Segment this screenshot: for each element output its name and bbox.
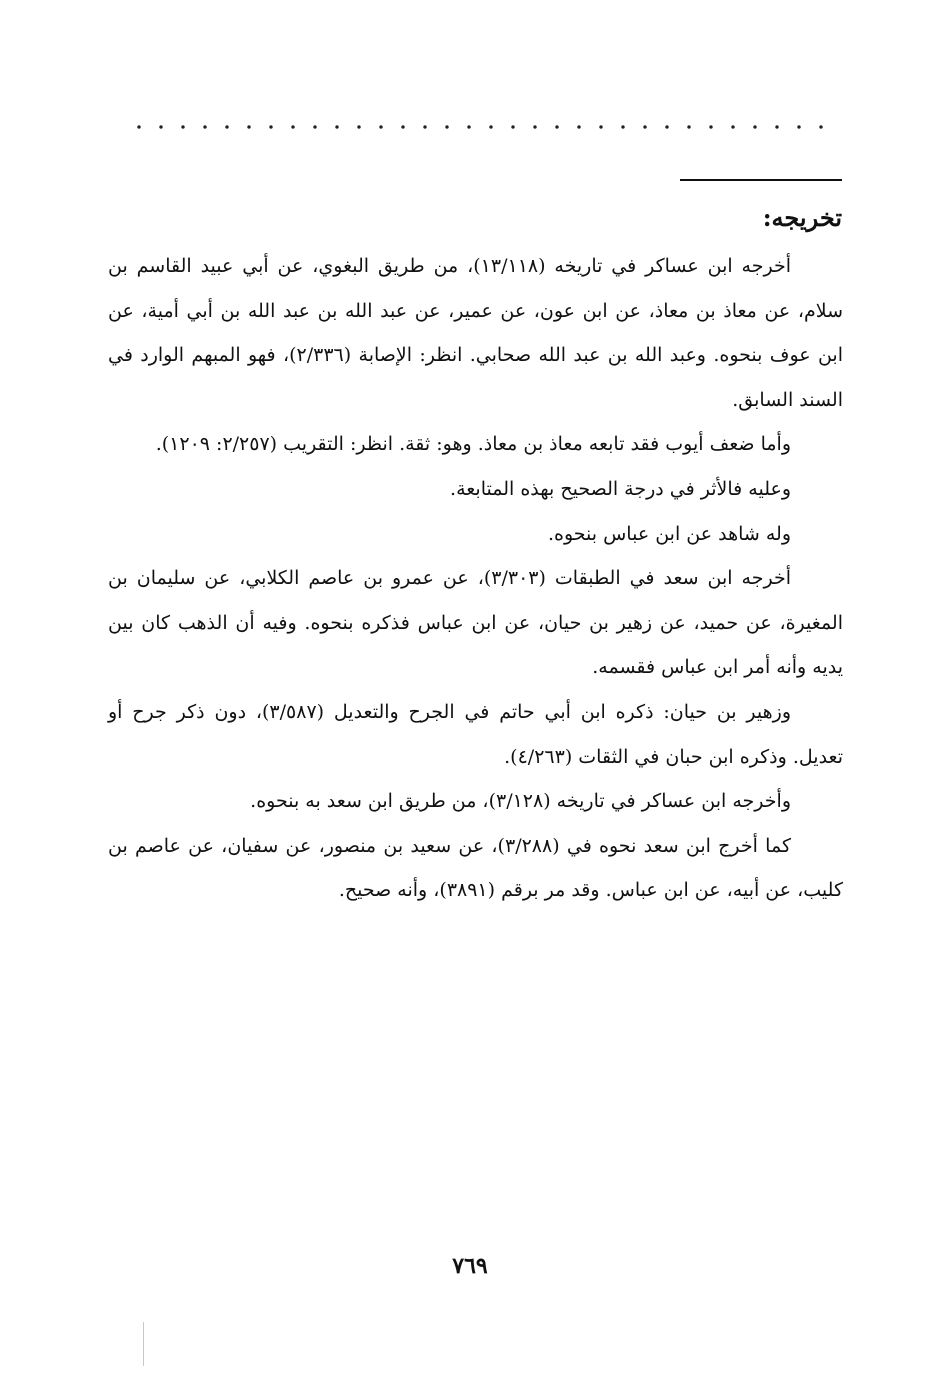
- footnote-separator-line: [680, 179, 842, 181]
- footnote-text-block: [108, 244, 843, 913]
- paragraph: أخرجه ابن سعد في الطبقات (٣/٣٠٣)، عن عمرو بن عاصم الكلابي، عن سليمان بن المغيرة، عن حميد، عن زهير بن حيان، عن ابن عباس فذكره بنحوه. وفيه أن الذهب كان بين يديه وأنه أمر ابن عباس فقسمه.: [108, 567, 843, 679]
- top-dotted-divider: [128, 122, 840, 132]
- section-heading: تخريجه:: [762, 203, 842, 232]
- paragraph: وأخرجه ابن عساكر في تاريخه (٣/١٢٨)، من طريق ابن سعد به بنحوه.: [250, 790, 791, 813]
- paragraph: وزهير بن حيان: ذكره ابن أبي حاتم في الجرح والتعديل (٣/٥٨٧)، دون ذكر جرح أو تعديل. وذكره ابن حبان في الثقات (٤/٢٦٣).: [108, 700, 843, 768]
- scan-margin-mark: [143, 1322, 144, 1366]
- paragraph: وعليه فالأثر في درجة الصحيح بهذه المتابعة.: [450, 477, 791, 500]
- paragraph: وأما ضعف أيوب فقد تابعه معاذ بن معاذ. وهو: ثقة. انظر: التقريب (٢/٢٥٧: ١٢٠٩).: [155, 433, 791, 456]
- paragraph: كما أخرج ابن سعد نحوه في (٣/٢٨٨)، عن سعيد بن منصور، عن سفيان، عن عاصم بن كليب، عن أبيه، عن ابن عباس. وقد مر برقم (٣٨٩١)، وأنه صحيح.: [108, 834, 843, 902]
- page-number: ٧٦٩: [452, 1253, 488, 1279]
- paragraph: أخرجه ابن عساكر في تاريخه (١٣/١١٨)، من طريق البغوي، عن أبي عبيد القاسم بن سلام، عن معاذ بن معاذ، عن ابن عون، عن عمير، عن عبد الله بن عبد الله بن أبي أمية، عن ابن عوف بنحوه. وعبد الله بن عبد الله صحابي. انظر: الإصابة (٢/٣٣٦)، فهو المبهم الوارد في السند السابق.: [108, 255, 844, 411]
- paragraph: وله شاهد عن ابن عباس بنحوه.: [547, 522, 791, 545]
